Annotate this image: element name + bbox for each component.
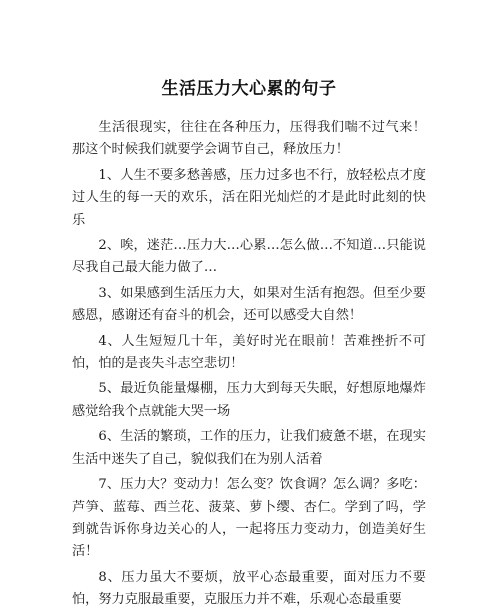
paragraph-2: 2、唉，迷茫…压力大…心累…怎么做…不知道…只能说尽我自己最大能力做了…	[72, 238, 426, 276]
document-title: 生活压力大心累的句子	[161, 79, 337, 99]
paragraph-1: 1、人生不要多愁善感，压力过多也不行，放轻松点才度过人生的每一天的欢乐，活在阳光灿烂的才是此时此刻的快乐	[72, 167, 426, 228]
paragraph-6: 6、生活的繁琐，工作的压力，让我们疲惫不堪，在现实生活中迷失了自己，貌似我们在为别人活着	[72, 429, 426, 467]
document-body	[72, 114, 426, 612]
paragraph-8: 8、压力虽大不要烦，放平心态最重要，面对压力不要怕，努力克服最重要，克服压力并不难，乐观心态最重要	[72, 569, 426, 608]
paragraph-7: 7、压力大？变动力！怎么变？饮食调？怎么调？多吃：芦笋、蓝莓、西兰花、菠菜、萝卜缨、杏仁。学到了吗，学到就告诉你身边关心的人，一起将压力变动力，创造美好生活！	[72, 477, 426, 560]
paragraph-intro: 生活很现实，往往在各种压力，压得我们喘不过气来！那这个时候我们就要学会调节自己，释放压力！	[72, 120, 426, 158]
paragraph-4: 4、人生短短几十年，美好时光在眼前！苦难挫折不可怕，怕的是丧失斗志空悲切！	[72, 333, 426, 372]
paragraph-3: 3、如果感到生活压力大，如果对生活有抱怨。但至少要感恩，感谢还有奋斗的机会，还可以感受大自然！	[72, 285, 426, 324]
paragraph-5: 5、最近负能量爆棚，压力大到每天失眠，好想原地爆炸感觉给我个点就能大哭一场	[72, 381, 426, 419]
